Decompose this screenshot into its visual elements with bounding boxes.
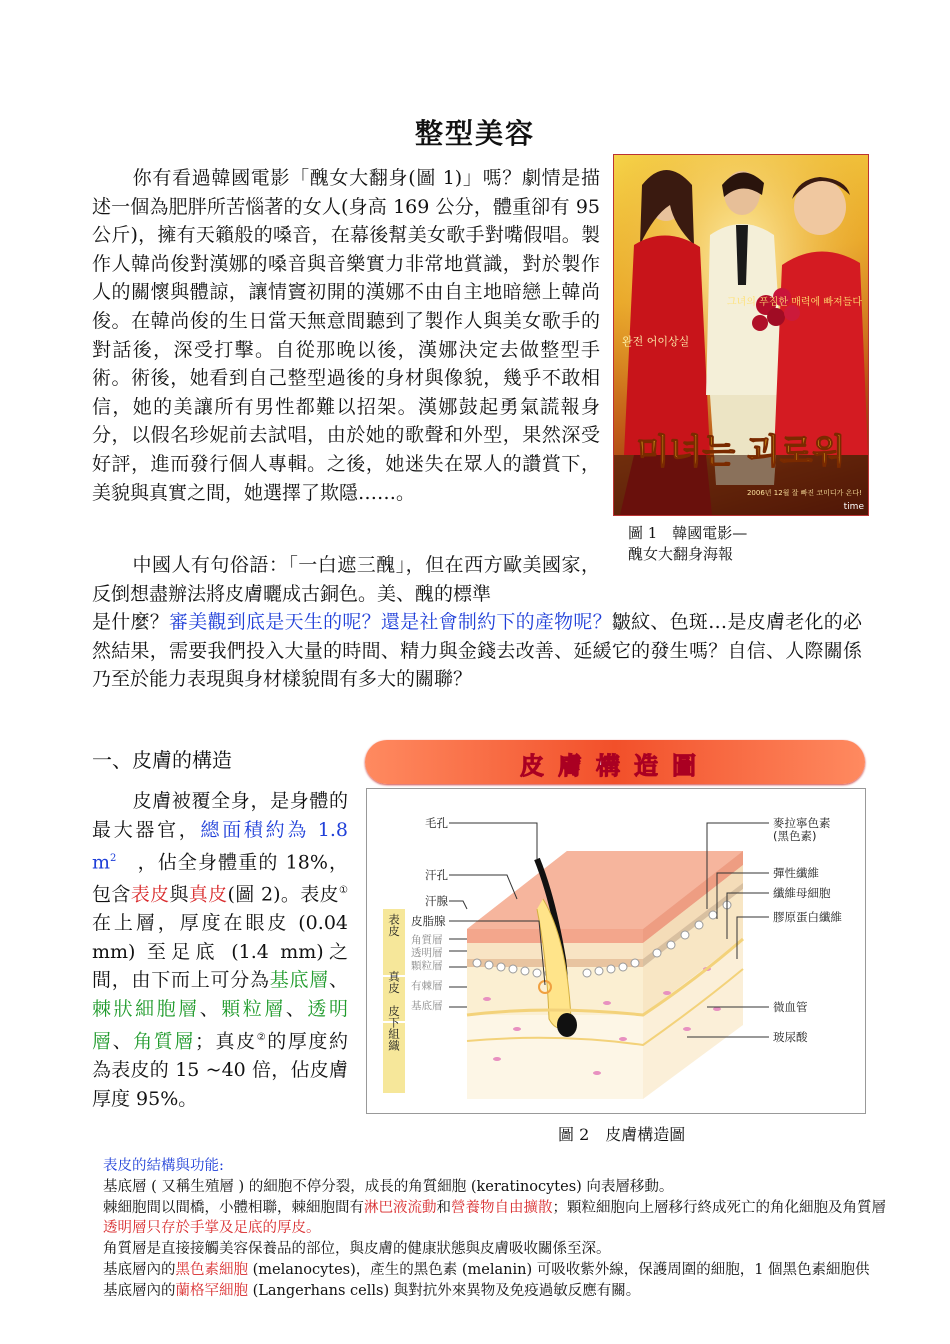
term-granular-layer: 顆粒層 bbox=[221, 998, 286, 1021]
skin-area-highlight: 總面積約為 1.8 m bbox=[92, 818, 348, 873]
figure-1-caption bbox=[628, 523, 747, 565]
label-capillary: 微血管 bbox=[773, 1000, 808, 1014]
skin-text-4: 在上層，厚度在眼皮 (0.04 mm) 至足底 (1.4 mm)之間，由下而上可分為 bbox=[92, 911, 348, 992]
poster-tagline-left: 완전 어이상실 bbox=[622, 335, 690, 348]
term-dermis: 真皮 bbox=[188, 883, 228, 906]
term-langerhans-cell: 蘭格罕細胞 bbox=[175, 1282, 248, 1299]
beauty-standard-paragraph bbox=[92, 551, 600, 608]
label-sebaceous-gland: 皮脂腺 bbox=[411, 914, 446, 928]
skin-text-5: ；真皮 bbox=[194, 1030, 257, 1053]
poster-tagline-top: 그녀의 푸짐한 매력에 빠져들다 bbox=[726, 297, 862, 308]
notes-heading: 表皮的結構與功能: bbox=[103, 1158, 224, 1174]
beauty-text-a: 中國人有句俗語：「一白遮三醜」，但在西方歐美國家，反倒想盡辦法將皮膚曬成古銅色。美、醜的標準 bbox=[92, 554, 600, 605]
figure-1-caption-line-2: 醜女大翻身海報 bbox=[628, 545, 734, 563]
intro-text: 你有看過韓國電影「醜女大翻身(圖 1)」嗎？劇情是描述一個為肥胖所苦惱著的女人(身高 169 公分，體重卻有 95 公斤)，擁有天籟般的嗓音，在幕後幫美女歌手對嘴假唱。製作人韓尚俊對漢娜的嗓音與音樂實力非常地賞識，對於製作人的關懷與體諒，讓情竇初開的漢娜不由自主地暗戀上韓尚俊。在韓尚俊的生日當天無意間聽到了製作人與美女歌手的對話後，深受打擊。自從那晚以後，漢娜決定去做整型手術。術後，她看到自己整型過後的身材與像貌，幾乎不敢相信，她的美讓所有男性都難以招架。漢娜鼓起勇氣謊報身分，以假名珍妮前去試唱，由於她的歌聲和外型，果然深受好評，進而發行個人專輯。之後，她迷失在眾人的讚賞下，美貌與真實之間，她選擇了欺隱……。 bbox=[92, 167, 600, 504]
poster-movie-title: 미녀는 괴로워 bbox=[636, 432, 846, 472]
beauty-question-highlight: 審美觀到底是天生的呢？還是社會制約下的產物呢？ bbox=[169, 611, 612, 633]
figure-1-caption-line-1: 圖 1 韓國電影— bbox=[628, 524, 748, 542]
page-title: 整型美容 bbox=[414, 117, 535, 150]
label-melanin-note: (黑色素) bbox=[773, 829, 817, 843]
term-basal-layer: 基底層 bbox=[269, 969, 329, 992]
zone-label-epidermis: 表皮 bbox=[387, 913, 401, 937]
diagram-banner bbox=[365, 740, 865, 784]
term-nutrient-diffusion: 營養物自由擴散 bbox=[451, 1199, 553, 1216]
term-lucid-layer: 透明層 bbox=[92, 998, 348, 1053]
poster-brand: time bbox=[843, 502, 864, 512]
label-sweat-gland: 汗腺 bbox=[425, 894, 448, 908]
term-lymph-flow: 淋巴液流動 bbox=[364, 1199, 437, 1216]
notes-line-1: 基底層 ( 又稱生殖層 ) 的細胞不停分裂，成長的角質細胞 (keratinocytes) 向表層移動。 bbox=[103, 1178, 674, 1195]
epidermis-notes bbox=[103, 1156, 950, 1302]
zone-label-subcutis: 皮下組織 bbox=[387, 1005, 401, 1051]
label-stratum-basale: 基底層 bbox=[411, 1000, 443, 1012]
beauty-text-b: 是什麼？ bbox=[92, 611, 170, 633]
footnote-marker-1: ① bbox=[338, 884, 348, 896]
beauty-text-c: 皺紋、色斑…是皮膚老化的必然結果，需要我們投入大量的時間、精力與金錢去改善、延緩它的發生嗎？自信、人際關係乃至於能力表現與身材樣貌間有多大的關聯？ bbox=[92, 611, 862, 691]
label-stratum-lucidum: 透明層 bbox=[411, 947, 443, 959]
zone-label-dermis: 真皮 bbox=[387, 970, 401, 994]
label-sweat-pore: 汗孔 bbox=[425, 868, 448, 882]
skin-text-1: 皮膚被覆全身，是身體的最大器官， bbox=[92, 790, 348, 841]
label-stratum-corneum: 角質層 bbox=[411, 934, 443, 946]
poster-date-line: 2006년 12월 잘 빠진 코미디가 온다! bbox=[746, 489, 862, 497]
skin-text-and: 與 bbox=[169, 883, 189, 906]
label-collagen-fiber: 膠原蛋白纖維 bbox=[773, 910, 842, 924]
label-stratum-granulosum: 顆粒層 bbox=[411, 960, 443, 972]
term-epidermis: 表皮 bbox=[130, 883, 170, 906]
skin-diagram-svg bbox=[367, 789, 865, 1113]
skin-text-6: 的厚度約為表皮的 15 ~40 倍，佔皮膚厚度 95%。 bbox=[92, 1030, 348, 1110]
skin-structure-diagram bbox=[366, 788, 866, 1114]
figure-2-caption: 圖 2 皮膚構造圖 bbox=[558, 1125, 686, 1144]
label-pore: 毛孔 bbox=[425, 816, 448, 830]
notes-line-5: 基底層內的黑色素細胞 (melanocytes)，產生的黑色素 (melanin) 可吸收紫外線，保護周圍的細胞，1 個黑色素細胞供 bbox=[103, 1261, 870, 1278]
label-melanin: 麥拉寧色素 bbox=[773, 816, 831, 830]
notes-line-4: 角質層是直接接觸美容保養品的部位，與皮膚的健康狀態與皮膚吸收關係至深。 bbox=[103, 1241, 611, 1258]
label-hyaluronic-acid: 玻尿酸 bbox=[773, 1030, 808, 1044]
section-heading-skin-structure: 一、皮膚的構造 bbox=[92, 748, 232, 772]
term-spinous-layer: 棘狀細胞層 bbox=[92, 998, 200, 1021]
diagram-banner-title: 皮膚構造圖 bbox=[520, 752, 710, 780]
superscript-2: 2 bbox=[110, 852, 117, 864]
skin-text-3: (圖 2)。表皮 bbox=[227, 883, 339, 906]
skin-text-2: ，佔全身體重的 18%，包含 bbox=[92, 850, 348, 906]
label-elastic-fiber: 彈性纖維 bbox=[773, 866, 819, 880]
movie-poster-image bbox=[613, 154, 869, 516]
label-stratum-spinosum: 有棘層 bbox=[411, 980, 443, 992]
intro-paragraph bbox=[92, 164, 600, 507]
notes-line-6: 基底層內的蘭格罕細胞 (Langerhans cells) 與對抗外來異物及免疫過敏反應有關。 bbox=[103, 1282, 641, 1299]
notes-line-3: 透明層只存於手掌及足底的厚皮。 bbox=[103, 1220, 321, 1237]
term-melanocyte: 黑色素細胞 bbox=[175, 1261, 248, 1278]
term-horny-layer: 角質層 bbox=[133, 1030, 195, 1053]
skin-structure-paragraph: 皮膚被覆全身，是身體的最大器官，總面積約為 1.8 $m^2$ ，佔全身體重的 18%，包含表皮與真皮(圖 2)。表皮①在上層，厚度在眼皮 (0.04 mm) 至足底 (1.4 mm)之間，由下而上可分為基底層、棘狀細胞層、顆粒層、透明層、角質層；真皮②的厚度約為表皮的 15 ~40 倍，佔皮膚厚度 95%。 bbox=[92, 790, 348, 1110]
notes-line-2: 棘細胞間以間橋，小體相聯，棘細胞間有淋巴液流動和營養物自由擴散；顆粒細胞向上層移行終成死亡的角化細胞及角質層 bbox=[103, 1199, 886, 1216]
label-fibroblast: 纖維母細胞 bbox=[773, 886, 831, 900]
footnote-marker-2: ② bbox=[256, 1032, 268, 1044]
beauty-standard-paragraph-cont bbox=[92, 608, 862, 694]
poster-art bbox=[614, 155, 868, 515]
